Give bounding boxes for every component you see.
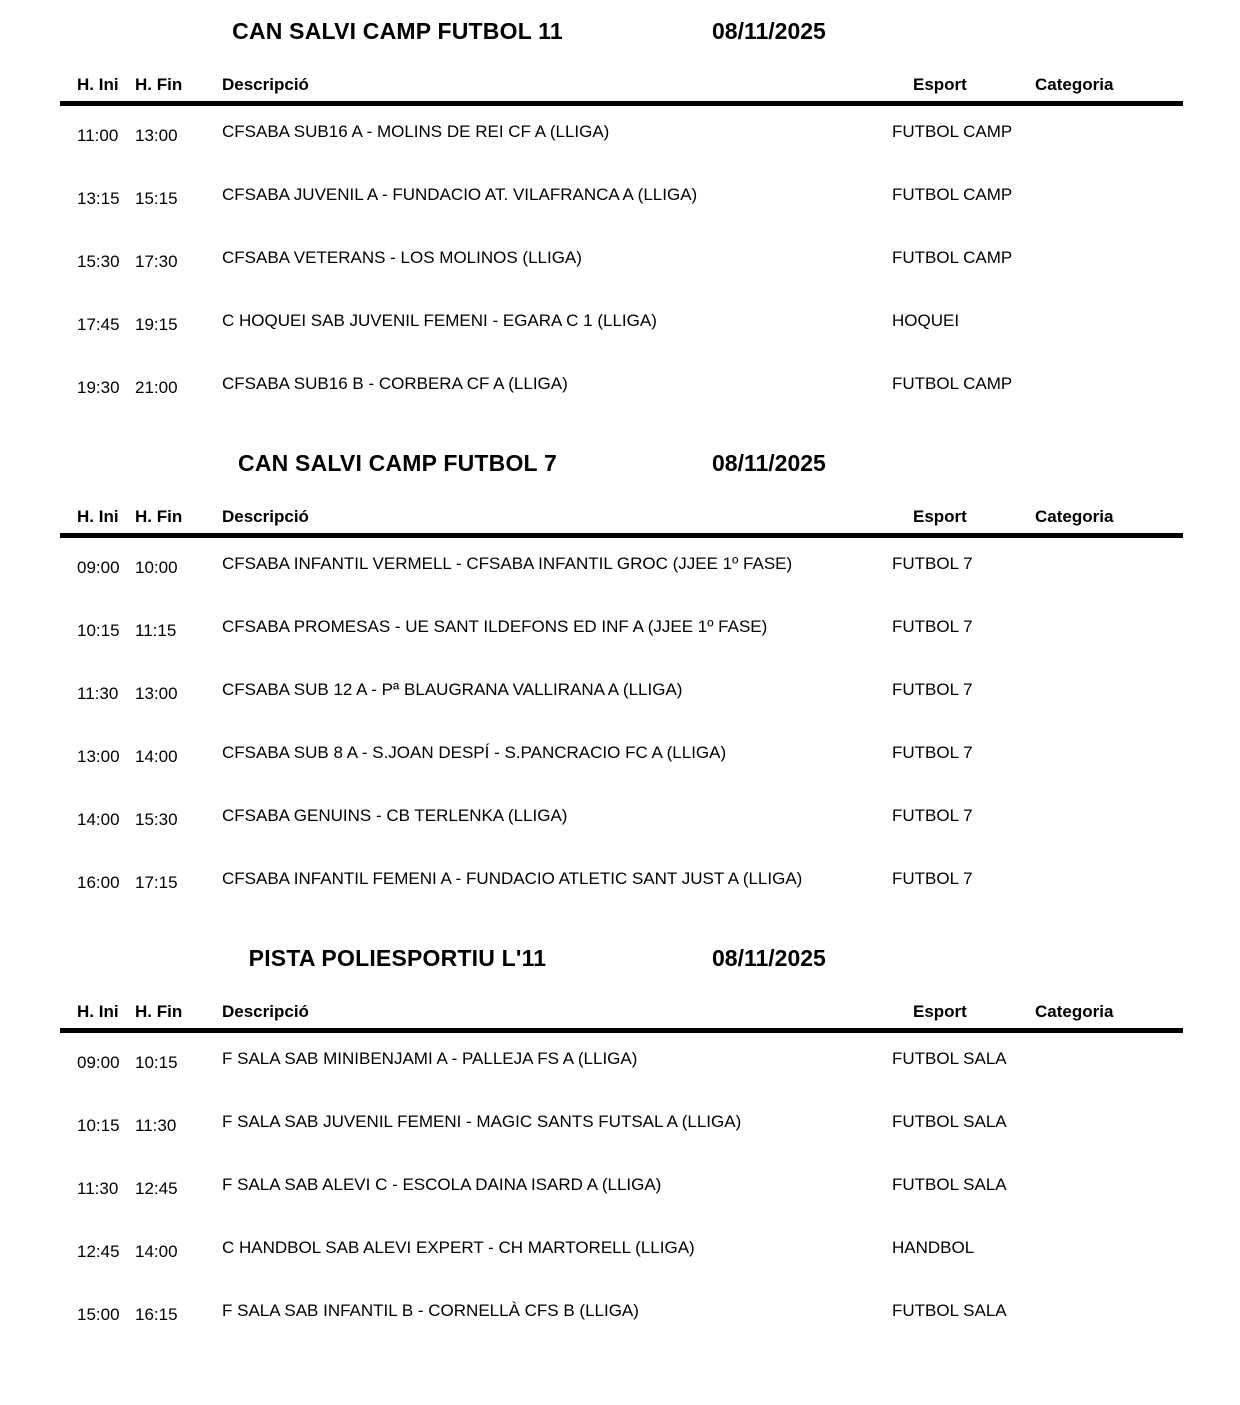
- col-header-categoria: Categoria: [1035, 75, 1114, 94]
- cell-h-fin: 12:45: [135, 1179, 178, 1198]
- cell-esport: FUTBOL 7: [892, 554, 973, 573]
- cell-h-fin: 13:00: [135, 126, 178, 145]
- table-row: [77, 120, 1240, 183]
- cell-descripcio: CFSABA INFANTIL FEMENI A - FUNDACIO ATLETIC SANT JUST A (LLIGA): [222, 869, 803, 888]
- cell-h-fin: 11:15: [135, 621, 177, 640]
- section-date: 08/11/2025: [712, 18, 826, 44]
- cell-h-fin: 14:00: [135, 747, 178, 766]
- cell-esport: FUTBOL CAMP: [892, 185, 1013, 204]
- cell-descripcio: CFSABA JUVENIL A - FUNDACIO AT. VILAFRANCA A (LLIGA): [222, 185, 698, 204]
- cell-descripcio: CFSABA INFANTIL VERMELL - CFSABA INFANTIL GROC (JJEE 1º FASE): [222, 554, 793, 573]
- cell-h-ini: 15:00: [77, 1305, 120, 1324]
- section-heading: [0, 945, 1240, 977]
- col-header-h-ini: H. Ini: [77, 75, 119, 94]
- cell-h-ini: 12:45: [77, 1242, 120, 1261]
- cell-descripcio: F SALA SAB INFANTIL B - CORNELLÀ CFS B (LLIGA): [222, 1301, 639, 1320]
- cell-descripcio: CFSABA SUB16 B - CORBERA CF A (LLIGA): [222, 374, 568, 393]
- cell-h-fin: 17:30: [135, 252, 178, 271]
- cell-esport: FUTBOL SALA: [892, 1049, 1007, 1068]
- cell-h-fin: 21:00: [135, 378, 178, 397]
- section-can-salvi-camp-futbol-7: [0, 450, 1240, 930]
- cell-descripcio: CFSABA VETERANS - LOS MOLINOS (LLIGA): [222, 248, 582, 267]
- table-row: [77, 678, 1240, 741]
- section-pista-poliesportiu-l11: [0, 945, 1240, 1362]
- cell-h-ini: 11:30: [77, 1179, 119, 1198]
- cell-h-ini: 10:15: [77, 621, 120, 640]
- cell-h-ini: 10:15: [77, 1116, 120, 1135]
- cell-descripcio: CFSABA SUB 8 A - S.JOAN DESPÍ - S.PANCRACIO FC A (LLIGA): [222, 743, 727, 762]
- table-row: [77, 615, 1240, 678]
- table-row: [77, 1173, 1240, 1236]
- col-header-h-ini: H. Ini: [77, 1002, 119, 1021]
- cell-h-ini: 11:30: [77, 684, 119, 703]
- cell-h-ini: 14:00: [77, 810, 120, 829]
- cell-h-fin: 10:00: [135, 558, 178, 577]
- cell-h-fin: 19:15: [135, 315, 178, 334]
- table-row: [77, 246, 1240, 309]
- table-header-row: [60, 74, 1183, 106]
- cell-h-ini: 09:00: [77, 1053, 120, 1072]
- table-row: [77, 1299, 1240, 1362]
- table-row: [77, 1236, 1240, 1299]
- cell-descripcio: C HOQUEI SAB JUVENIL FEMENI - EGARA C 1 (LLIGA): [222, 311, 657, 330]
- cell-esport: FUTBOL SALA: [892, 1112, 1007, 1131]
- section-title: CAN SALVI CAMP FUTBOL 11: [232, 18, 563, 44]
- table-row: [77, 804, 1240, 867]
- cell-esport: FUTBOL CAMP: [892, 374, 1013, 393]
- cell-esport: HANDBOL: [892, 1238, 975, 1257]
- table-body: [77, 106, 1240, 435]
- cell-h-ini: 15:30: [77, 252, 120, 271]
- cell-descripcio: F SALA SAB ALEVI C - ESCOLA DAINA ISARD A (LLIGA): [222, 1175, 662, 1194]
- cell-esport: FUTBOL CAMP: [892, 122, 1013, 141]
- cell-descripcio: F SALA SAB JUVENIL FEMENI - MAGIC SANTS FUTSAL A (LLIGA): [222, 1112, 742, 1131]
- table-row: [77, 867, 1240, 930]
- col-header-esport: Esport: [913, 75, 967, 94]
- cell-esport: FUTBOL 7: [892, 617, 973, 636]
- cell-h-ini: 13:00: [77, 747, 120, 766]
- cell-h-fin: 13:00: [135, 684, 178, 703]
- section-title: CAN SALVI CAMP FUTBOL 7: [238, 450, 557, 476]
- table-body: [77, 538, 1240, 930]
- cell-descripcio: F SALA SAB MINIBENJAMI A - PALLEJA FS A (LLIGA): [222, 1049, 638, 1068]
- table-header-row: [60, 506, 1183, 538]
- col-header-categoria: Categoria: [1035, 1002, 1114, 1021]
- col-header-categoria: Categoria: [1035, 507, 1114, 526]
- table-row: [77, 309, 1240, 372]
- cell-esport: FUTBOL CAMP: [892, 248, 1013, 267]
- section-heading: [0, 450, 1240, 482]
- table-row: [77, 741, 1240, 804]
- section-title: PISTA POLIESPORTIU L'11: [248, 945, 547, 971]
- cell-h-ini: 16:00: [77, 873, 120, 892]
- cell-esport: FUTBOL 7: [892, 806, 973, 825]
- cell-h-fin: 14:00: [135, 1242, 178, 1261]
- cell-h-ini: 17:45: [77, 315, 120, 334]
- col-header-h-fin: H. Fin: [135, 1002, 183, 1021]
- cell-h-fin: 10:15: [135, 1053, 178, 1072]
- cell-h-fin: 11:30: [135, 1116, 177, 1135]
- cell-esport: FUTBOL SALA: [892, 1175, 1007, 1194]
- cell-esport: FUTBOL 7: [892, 869, 973, 888]
- cell-h-ini: 19:30: [77, 378, 120, 397]
- section-heading: [0, 18, 1240, 50]
- table-row: [77, 183, 1240, 246]
- cell-h-ini: 13:15: [77, 189, 120, 208]
- col-header-h-ini: H. Ini: [77, 507, 119, 526]
- col-header-esport: Esport: [913, 507, 967, 526]
- table-row: [77, 1110, 1240, 1173]
- table-header-row: [60, 1001, 1183, 1033]
- cell-descripcio: CFSABA SUB16 A - MOLINS DE REI CF A (LLIGA): [222, 122, 610, 141]
- cell-descripcio: CFSABA SUB 12 A - Pª BLAUGRANA VALLIRANA A (LLIGA): [222, 680, 683, 699]
- table-body: [77, 1033, 1240, 1362]
- cell-descripcio: C HANDBOL SAB ALEVI EXPERT - CH MARTORELL (LLIGA): [222, 1238, 695, 1257]
- cell-h-fin: 15:15: [135, 189, 178, 208]
- col-header-h-fin: H. Fin: [135, 75, 183, 94]
- cell-descripcio: CFSABA PROMESAS - UE SANT ILDEFONS ED INF A (JJEE 1º FASE): [222, 617, 768, 636]
- cell-h-fin: 15:30: [135, 810, 178, 829]
- cell-h-fin: 17:15: [135, 873, 178, 892]
- cell-esport: FUTBOL 7: [892, 743, 973, 762]
- table-row: [77, 372, 1240, 435]
- col-header-descripcio: Descripció: [222, 75, 309, 94]
- cell-h-ini: 11:00: [77, 126, 119, 145]
- table-row: [77, 552, 1240, 615]
- cell-esport: FUTBOL SALA: [892, 1301, 1007, 1320]
- cell-h-fin: 16:15: [135, 1305, 178, 1324]
- section-can-salvi-camp-futbol-11: [0, 18, 1240, 435]
- cell-esport: FUTBOL 7: [892, 680, 973, 699]
- cell-h-ini: 09:00: [77, 558, 120, 577]
- section-date: 08/11/2025: [712, 945, 826, 971]
- col-header-descripcio: Descripció: [222, 507, 309, 526]
- section-date: 08/11/2025: [712, 450, 826, 476]
- table-row: [77, 1047, 1240, 1110]
- col-header-descripcio: Descripció: [222, 1002, 309, 1021]
- cell-esport: HOQUEI: [892, 311, 960, 330]
- col-header-h-fin: H. Fin: [135, 507, 183, 526]
- cell-descripcio: CFSABA GENUINS - CB TERLENKA (LLIGA): [222, 806, 568, 825]
- col-header-esport: Esport: [913, 1002, 967, 1021]
